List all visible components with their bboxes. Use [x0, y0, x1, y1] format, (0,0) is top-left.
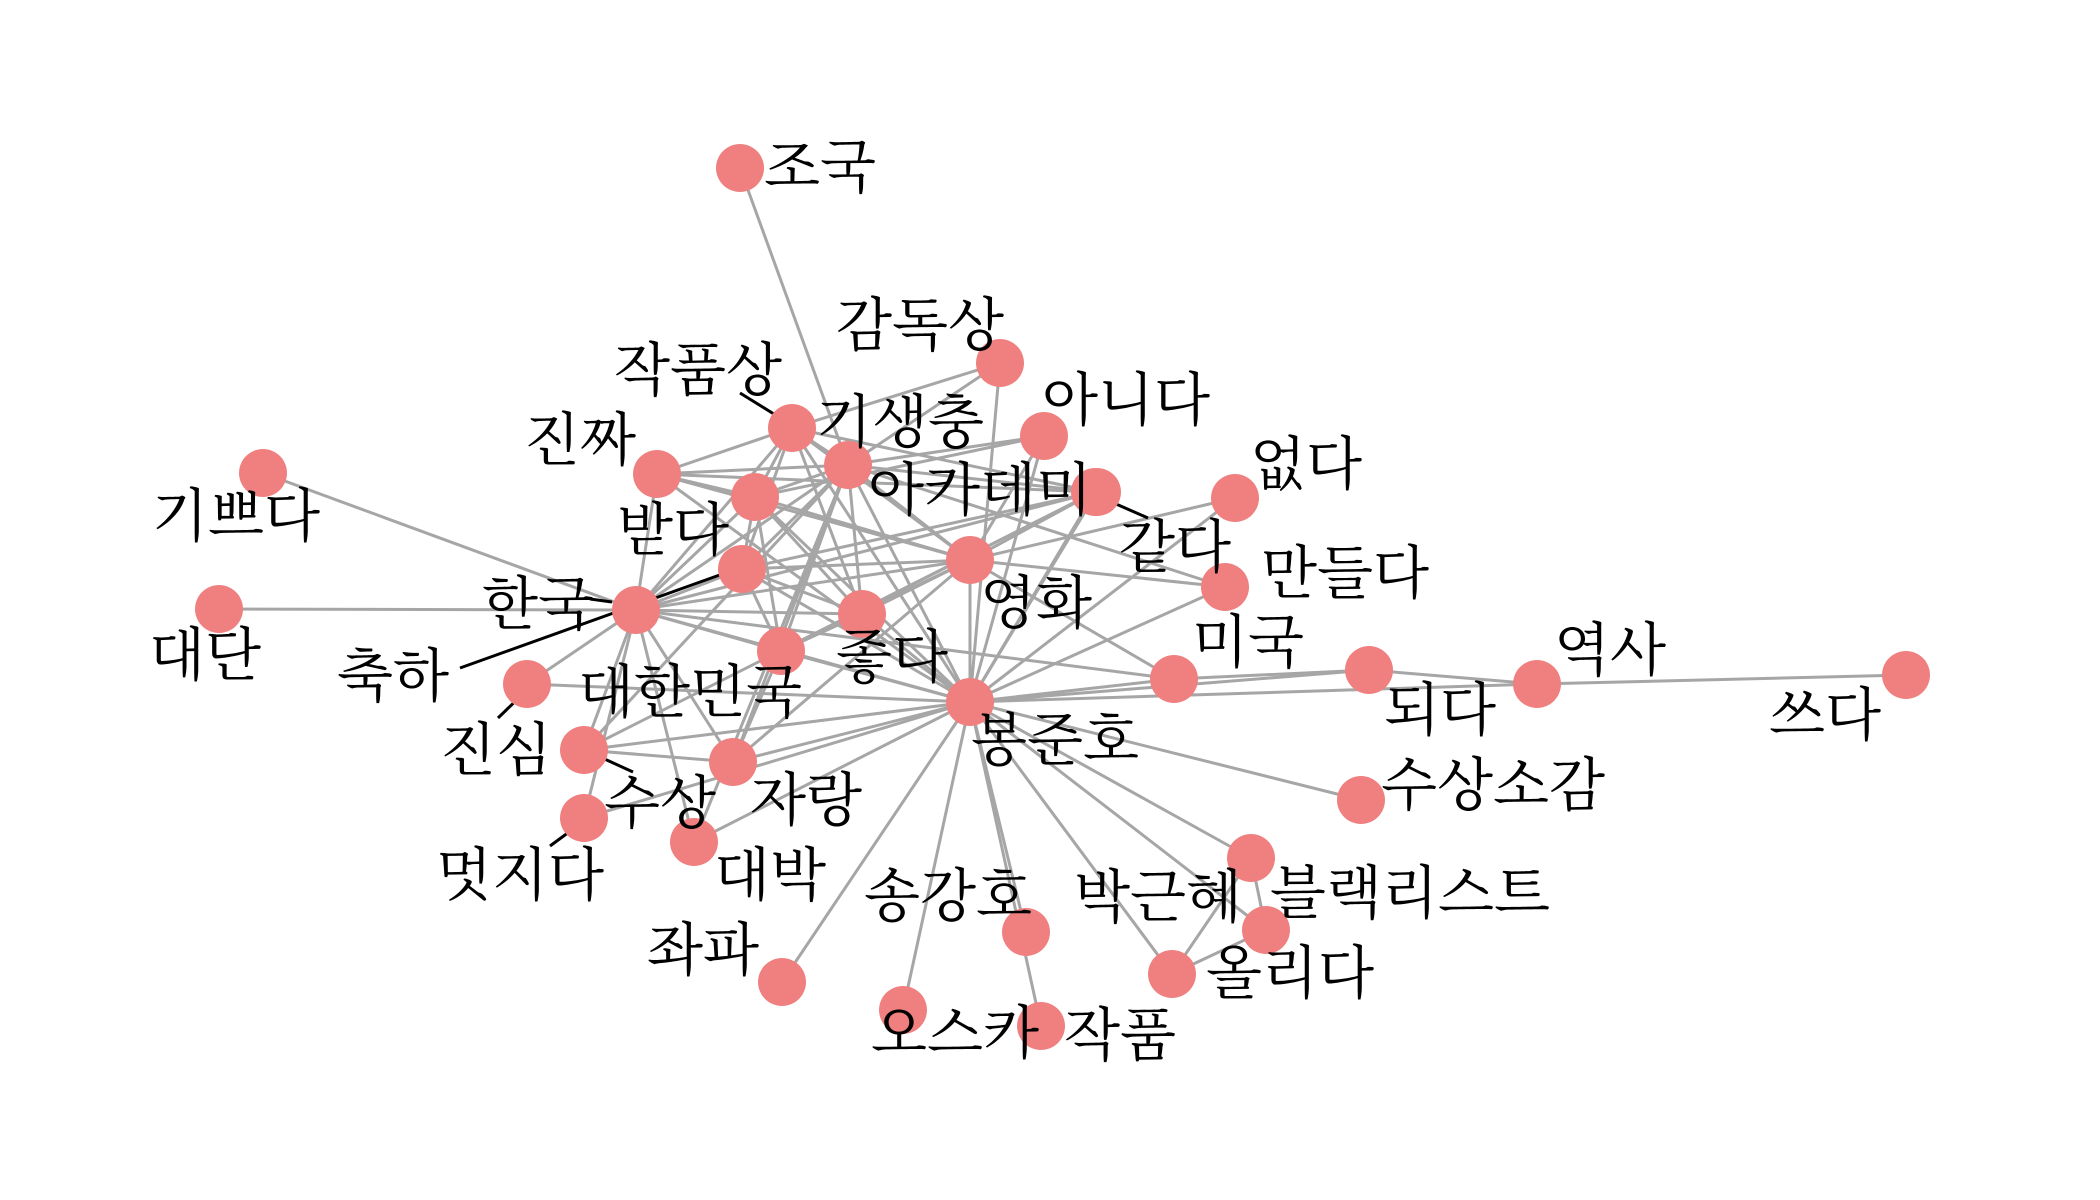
label-oscar: 오스카	[870, 999, 1040, 1067]
node-jinsim[interactable]	[503, 660, 551, 708]
label-academy: 아카데미	[867, 456, 1093, 524]
label-blacklist: 블랙리스트	[1269, 859, 1551, 927]
label-jakpum: 작품	[1063, 1001, 1177, 1069]
label-anida: 아니다	[1041, 366, 1211, 434]
node-hanguk[interactable]	[612, 586, 660, 634]
node-susangsogam[interactable]	[1337, 776, 1385, 824]
label-yeoksa: 역사	[1553, 616, 1667, 684]
label-jakpumsang: 작품상	[613, 336, 783, 404]
label-joda: 좋다	[835, 623, 949, 691]
label-daehanminguk: 대한민국	[577, 658, 803, 726]
label-bakgeunhye: 박근혜	[1073, 863, 1243, 931]
label-miguk: 미국	[1191, 608, 1305, 676]
label-jinjja: 진짜	[523, 406, 637, 474]
label-jarang: 자랑	[749, 766, 863, 834]
node-miguk[interactable]	[1150, 655, 1198, 703]
label-susangsogam: 수상소감	[1380, 751, 1606, 819]
node-jinjja[interactable]	[633, 450, 681, 498]
label-songgangho: 송강호	[863, 862, 1033, 930]
label-mandeulda: 만들다	[1260, 539, 1430, 607]
label-batda: 받다	[616, 496, 730, 564]
label-yeonghwa: 영화	[979, 569, 1093, 637]
label-daebak: 대박	[713, 841, 827, 909]
node-joguk[interactable]	[716, 144, 764, 192]
label-chukha: 축하	[336, 642, 450, 710]
label-jwapa: 좌파	[646, 916, 760, 984]
label-sseuda: 쓰다	[1768, 681, 1882, 749]
label-hanguk: 한국	[481, 570, 595, 638]
label-meotjida: 멋지다	[435, 841, 605, 909]
label-joguk: 조국	[763, 133, 877, 201]
label-eopda: 없다	[1249, 430, 1363, 498]
label-daedan: 대단	[148, 621, 262, 689]
label-jinsim: 진심	[439, 716, 553, 784]
label-ollida: 올리다	[1205, 939, 1375, 1007]
label-bongjunho: 봉준호	[970, 706, 1140, 774]
label-gippeuda: 기쁘다	[151, 482, 321, 550]
node-jwapa[interactable]	[758, 958, 806, 1006]
node-susang[interactable]	[560, 726, 608, 774]
label-gisaengchung: 기생충	[815, 388, 985, 456]
label-gatda: 같다	[1118, 513, 1232, 581]
label-susang: 수상	[603, 769, 717, 837]
node-ollida[interactable]	[1148, 950, 1196, 998]
label-doeda: 되다	[1383, 676, 1497, 744]
node-meotjida[interactable]	[560, 794, 608, 842]
node-batda[interactable]	[731, 473, 779, 521]
node-sseuda[interactable]	[1882, 651, 1930, 699]
label-gamdoksang: 감독상	[835, 291, 1005, 359]
label-layer	[149, 133, 1881, 1069]
edge-bongjunho-oscar	[903, 702, 970, 1010]
node-jakpumsang[interactable]	[768, 404, 816, 452]
